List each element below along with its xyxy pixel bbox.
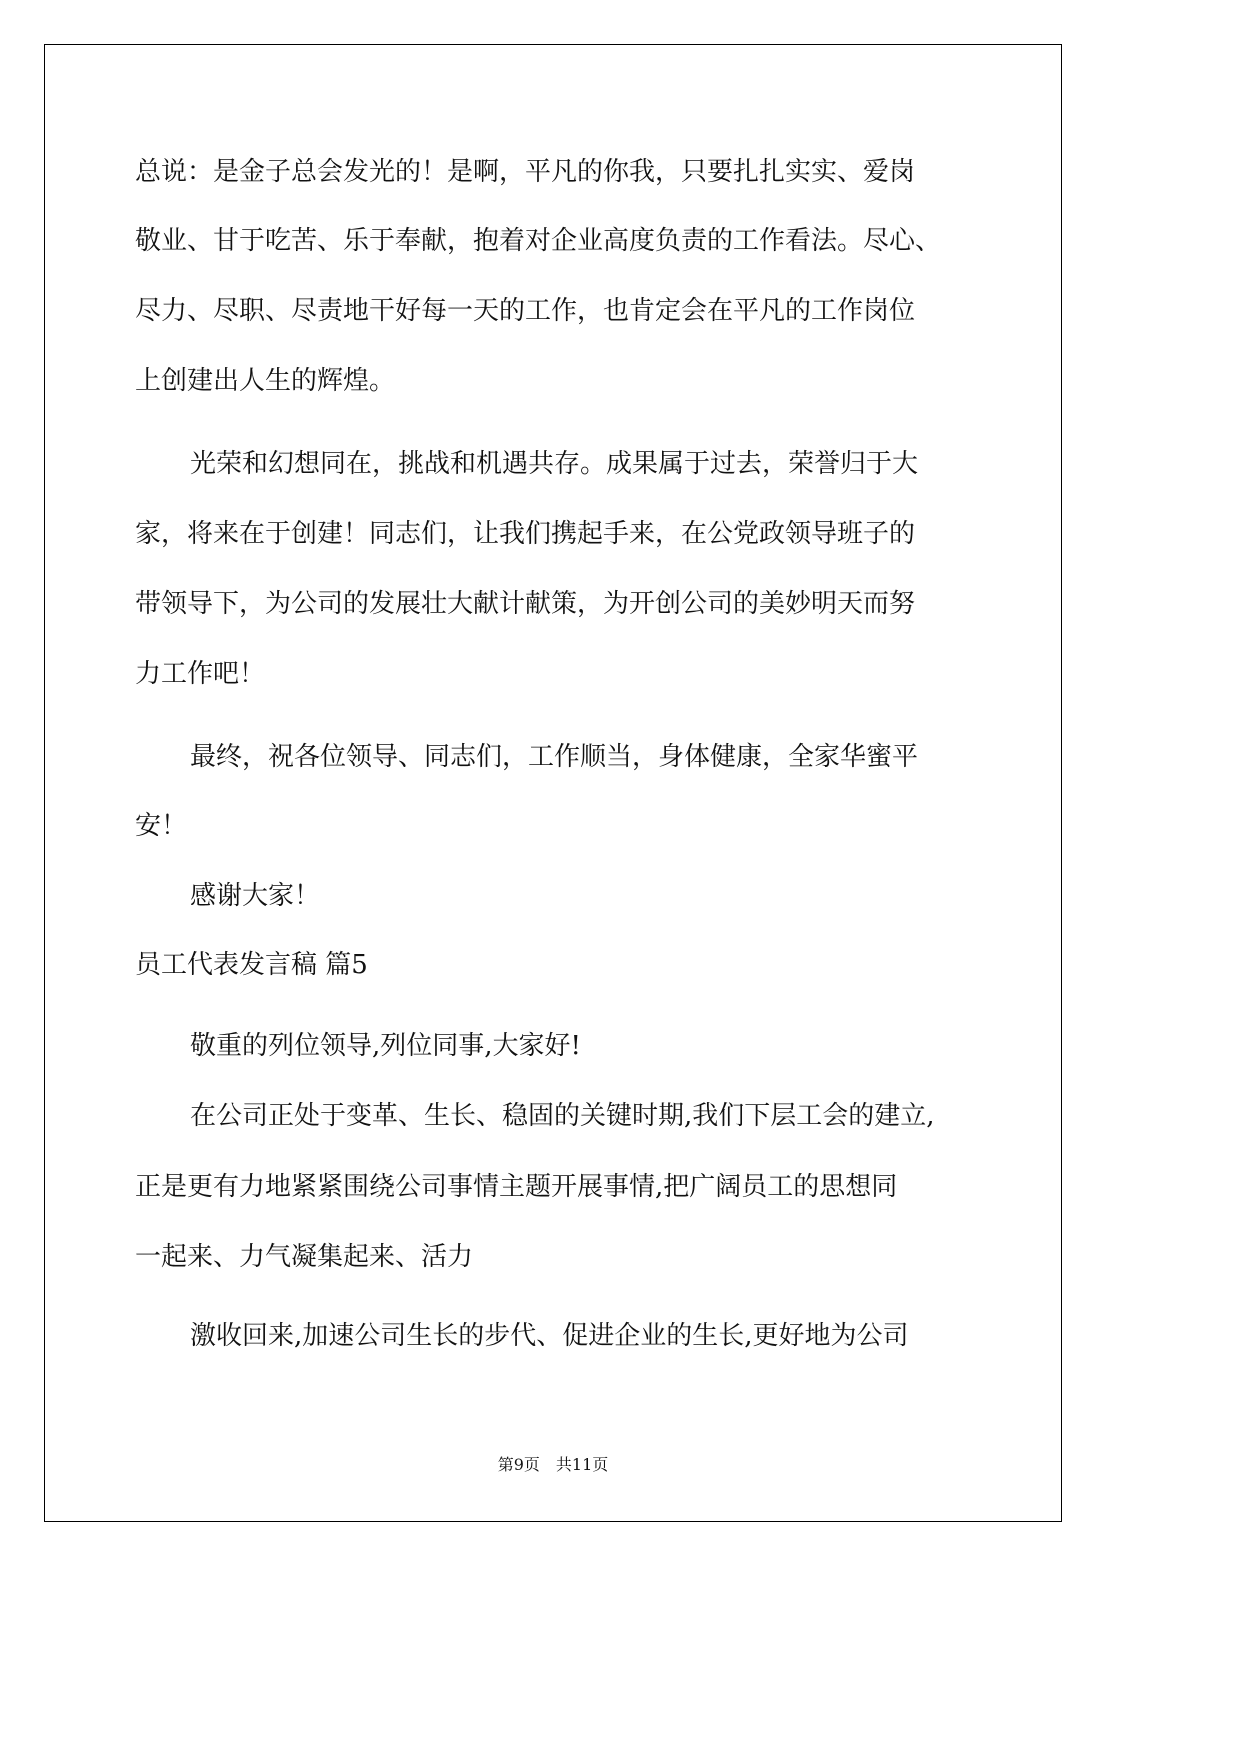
paragraph-line: 家，将来在于创建！同志们，让我们携起手来，在公党政领导班子的 bbox=[135, 519, 916, 549]
paragraph-line: 激收回来,加速公司生长的步代、促进企业的生长,更好地为公司 bbox=[190, 1321, 909, 1351]
paragraph-line: 敬业、甘于吃苦、乐于奉献，抱着对企业高度负责的工作看法。尽心、 bbox=[135, 226, 942, 256]
paragraph-line: 总说：是金子总会发光的！是啊，平凡的你我，只要扎扎实实、爱岗 bbox=[135, 157, 916, 187]
paragraph-line: 正是更有力地紧紧围绕公司事情主题开展事情,把广阔员工的思想同 bbox=[135, 1172, 898, 1202]
paragraph-line: 光荣和幻想同在，挑战和机遇共存。成果属于过去，荣誉归于大 bbox=[190, 449, 919, 479]
paragraph-line: 在公司正处于变革、生长、稳固的关键时期,我们下层工会的建立, bbox=[190, 1101, 935, 1131]
page-number-footer: 第9页 共11页 bbox=[497, 1455, 609, 1474]
paragraph-line: 安！ bbox=[135, 811, 188, 841]
paragraph-line: 上创建出人生的辉煌。 bbox=[135, 366, 396, 396]
section-heading: 员工代表发言稿 篇5 bbox=[135, 950, 368, 980]
paragraph-line: 力工作吧！ bbox=[135, 659, 266, 689]
paragraph-line: 尽力、尽职、尽责地干好每一天的工作，也肯定会在平凡的工作岗位 bbox=[135, 296, 916, 326]
paragraph-line: 感谢大家！ bbox=[190, 881, 321, 911]
paragraph-line: 敬重的列位领导,列位同事,大家好! bbox=[190, 1031, 581, 1061]
paragraph-line: 一起来、力气凝集起来、活力 bbox=[135, 1242, 474, 1272]
page-border bbox=[44, 44, 1062, 1522]
paragraph-line: 带领导下，为公司的发展壮大献计献策，为开创公司的美妙明天而努 bbox=[135, 589, 916, 619]
paragraph-line: 最终，祝各位领导、同志们，工作顺当，身体健康，全家华蜜平 bbox=[190, 742, 919, 772]
